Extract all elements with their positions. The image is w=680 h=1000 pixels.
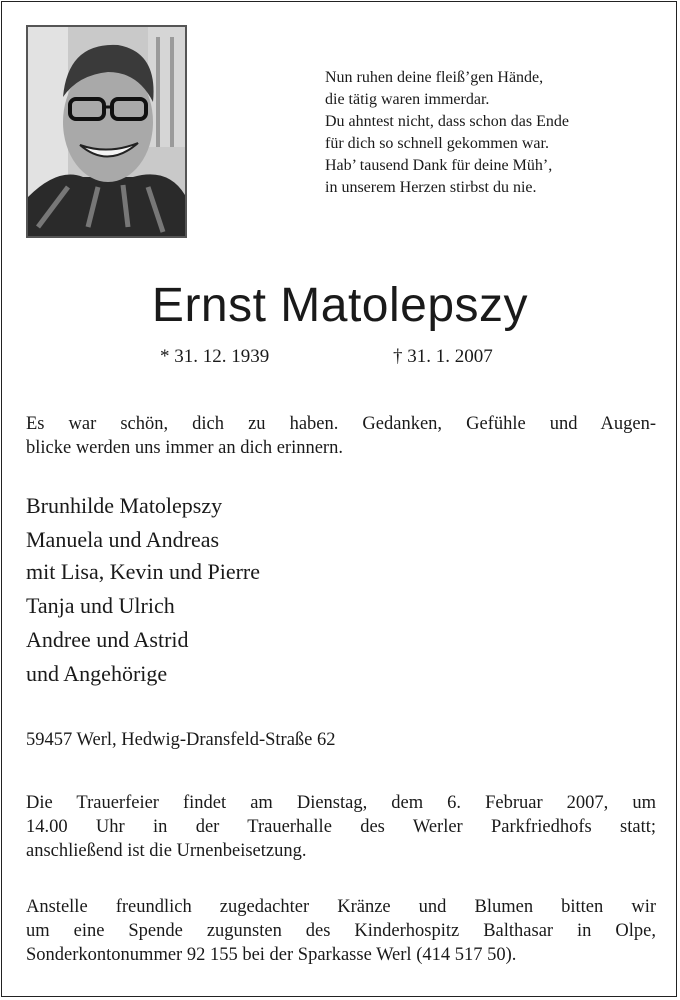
family-member: Andree und Astrid	[26, 627, 189, 652]
portrait-image	[28, 27, 185, 236]
family-member: Tanja und Ulrich	[26, 593, 175, 618]
portrait-photo	[26, 25, 187, 238]
donation-line: Sonderkontonummer 92 155 bei der Sparkasse Werl (414 517 50).	[26, 945, 517, 965]
poem-line: Nun ruhen deine fleiß’gen Hände,	[325, 69, 544, 86]
address: 59457 Werl, Hedwig-Dransfeld-Straße 62	[26, 730, 336, 750]
poem-line: die tätig waren immerdar.	[325, 91, 490, 108]
family-member: Manuela und Andreas	[26, 527, 220, 552]
family-member: und Angehörige	[26, 661, 168, 686]
donation-paragraph	[26, 895, 656, 967]
poem	[325, 67, 665, 199]
donation-line: um eine Spende zugunsten des Kinderhospitz Balthasar in Olpe,	[26, 921, 656, 941]
intro-line: Es war schön, dich zu haben. Gedanken, Gefühle und Augen-	[26, 414, 656, 434]
poem-line: in unserem Herzen stirbst du nie.	[325, 179, 537, 196]
birth-date: * 31. 12. 1939	[160, 346, 270, 367]
ceremony-line: anschließend ist die Urnenbeisetzung.	[26, 841, 307, 861]
family-member: mit Lisa, Kevin und Pierre	[26, 559, 261, 584]
poem-line: für dich so schnell gekommen war.	[325, 135, 549, 152]
ceremony-line: 14.00 Uhr in der Trauerhalle des Werler Parkfriedhofs statt;	[26, 817, 656, 837]
family-member: Brunhilde Matolepszy	[26, 493, 223, 518]
intro-paragraph	[26, 412, 656, 460]
poem-line: Du ahntest nicht, dass schon das Ende	[325, 113, 569, 130]
ceremony-line: Die Trauerfeier findet am Dienstag, dem 6. Februar 2007, um	[26, 793, 656, 813]
deceased-name: Ernst Matolepszy	[151, 279, 529, 332]
intro-line: blicke werden uns immer an dich erinnern.	[26, 438, 343, 458]
ceremony-paragraph	[26, 791, 656, 863]
poem-line: Hab’ tausend Dank für deine Müh’,	[325, 157, 553, 174]
donation-line: Anstelle freundlich zugedachter Kränze und Blumen bitten wir	[26, 897, 656, 917]
family-list	[26, 492, 260, 694]
death-date: † 31. 1. 2007	[393, 346, 493, 367]
